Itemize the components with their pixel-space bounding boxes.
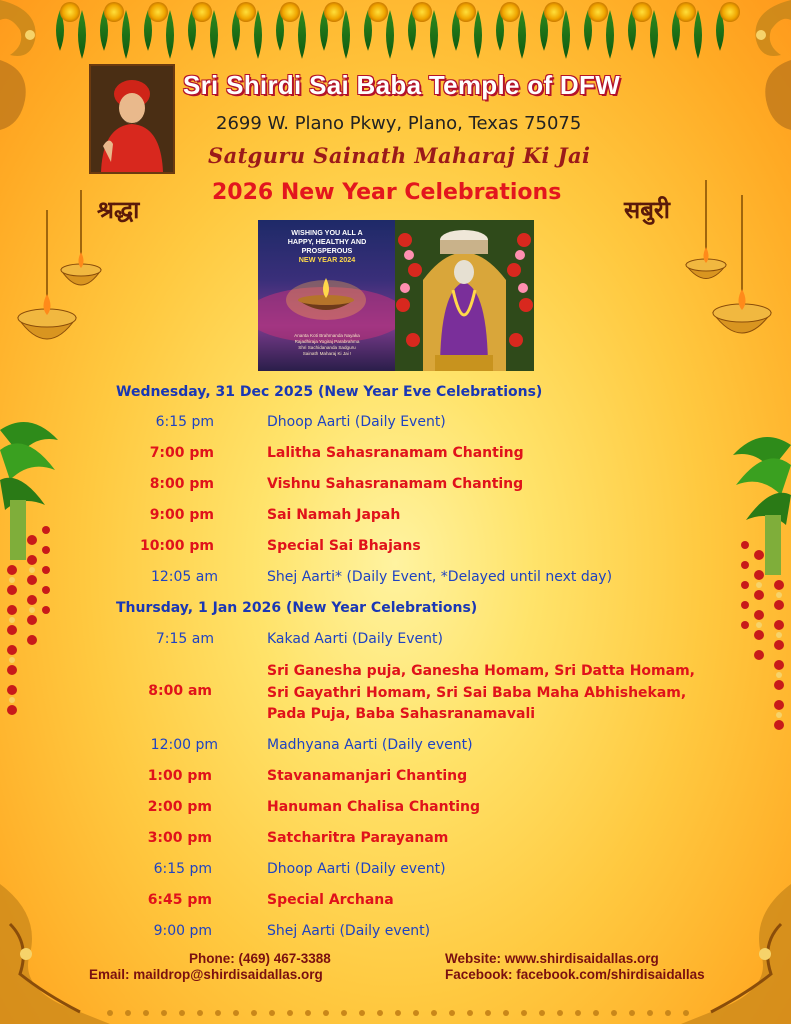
marigold-flower (192, 2, 212, 22)
event-title: 2026 New Year Celebrations (212, 180, 562, 205)
corner-ornament-top-right (721, 0, 791, 140)
border-dot (125, 1010, 131, 1016)
border-dot (107, 1010, 113, 1016)
border-dot (449, 1010, 455, 1016)
event-time: 8:00 am (148, 683, 212, 699)
greeting-text (264, 228, 390, 264)
flower-garland (0, 0, 791, 70)
marigold-flower (456, 2, 476, 22)
border-dot (143, 1010, 149, 1016)
mango-leaf (694, 10, 702, 59)
event-name: Sai Namah Japah (267, 507, 401, 523)
event-time: 1:00 pm (147, 768, 212, 784)
event-time: 2:00 pm (147, 799, 212, 815)
event-name: Dhoop Aarti (Daily Event) (267, 414, 446, 430)
subtext-line: Rajadhiraja Yogiraj Parabrahma (294, 339, 360, 344)
border-dot (521, 1010, 527, 1016)
border-dot (359, 1010, 365, 1016)
border-dot (575, 1010, 581, 1016)
border-dot (593, 1010, 599, 1016)
subtext-line: Ananta Koti Brahmanda Nayaka (294, 333, 360, 338)
day-heading-thursday: Thursday, 1 Jan 2026 (New Year Celebrations) (116, 600, 478, 616)
event-name-line2: Sri Gayathri Homam, Sri Sai Baba Maha Abhishekam, (267, 685, 687, 701)
event-time: 8:00 pm (149, 476, 214, 492)
border-dot (557, 1010, 563, 1016)
decorative-bottom-border (0, 985, 791, 1024)
border-dot (251, 1010, 257, 1016)
border-dot (539, 1010, 545, 1016)
marigold-flower (324, 2, 344, 22)
marigold-flower (500, 2, 520, 22)
day-heading-wednesday: Wednesday, 31 Dec 2025 (New Year Eve Celebrations) (116, 384, 543, 400)
mango-leaf (650, 10, 658, 59)
event-name: Shej Aarti* (Daily Event, *Delayed until next day) (267, 569, 613, 585)
hanging-lamp-left-large (15, 210, 79, 360)
border-dot (197, 1010, 203, 1016)
marigold-flower (676, 2, 696, 22)
mango-leaf (298, 10, 306, 59)
sai-baba-idol-image (395, 220, 534, 371)
mango-leaf (166, 10, 174, 59)
event-time: 7:15 am (155, 631, 214, 647)
border-dot (161, 1010, 167, 1016)
subtext-line: Sainath Maharaj Ki Jai ! (302, 351, 352, 356)
hanging-lamp-right-large (710, 195, 774, 353)
temple-address: 2699 W. Plano Pkwy, Plano, Texas 75075 (216, 113, 582, 134)
event-time: 3:00 pm (147, 830, 212, 846)
border-dot (341, 1010, 347, 1016)
border-dot (647, 1010, 653, 1016)
border-dot (233, 1010, 239, 1016)
event-name: Vishnu Sahasranamam Chanting (267, 476, 524, 492)
event-time: 9:00 pm (153, 923, 212, 939)
phone-contact: Phone: (469) 467-3388 (189, 951, 331, 966)
marigold-flower (104, 2, 124, 22)
event-time: 7:00 pm (149, 445, 214, 461)
border-dot (377, 1010, 383, 1016)
greeting-line: HAPPY, HEALTHY AND (287, 237, 367, 246)
event-time: 12:05 am (150, 569, 218, 585)
border-dot (485, 1010, 491, 1016)
marigold-flower (368, 2, 388, 22)
border-dot (629, 1010, 635, 1016)
event-name: Dhoop Aarti (Daily event) (267, 861, 446, 877)
mango-leaf (210, 10, 218, 59)
mango-leaf (342, 10, 350, 59)
event-time: 9:00 pm (149, 507, 214, 523)
event-time: 10:00 pm (139, 538, 214, 554)
greeting-subtext (264, 333, 390, 357)
marigold-flower (236, 2, 256, 22)
border-dot (431, 1010, 437, 1016)
border-dot (467, 1010, 473, 1016)
greeting-line: PROSPEROUS (301, 246, 353, 255)
website-link[interactable]: Website: www.shirdisaidallas.org (445, 951, 659, 966)
marigold-flower (148, 2, 168, 22)
border-dot (665, 1010, 671, 1016)
event-name: Satcharitra Parayanam (267, 830, 449, 846)
border-dot (611, 1010, 617, 1016)
new-year-greeting-image (258, 220, 395, 371)
banana-tree-left (0, 410, 60, 730)
event-time: 6:15 pm (153, 861, 212, 877)
event-name: Special Archana (267, 892, 394, 908)
email-contact[interactable]: Email: maildrop@shirdisaidallas.org (89, 967, 323, 982)
event-name: Stavanamanjari Chanting (267, 768, 468, 784)
event-time: 6:45 pm (147, 892, 212, 908)
mango-leaf (562, 10, 570, 59)
event-time: 6:15 pm (155, 414, 214, 430)
event-name: Special Sai Bhajans (267, 538, 421, 554)
marigold-flower (588, 2, 608, 22)
mango-leaf (386, 10, 394, 59)
event-name: Hanuman Chalisa Chanting (267, 799, 481, 815)
border-dot (413, 1010, 419, 1016)
border-dot (269, 1010, 275, 1016)
event-name: Lalitha Sahasranamam Chanting (267, 445, 524, 461)
slogan: Satguru Sainath Maharaj Ki Jai (208, 143, 591, 168)
banana-tree-right (731, 425, 791, 745)
marigold-flower (280, 2, 300, 22)
border-dot (395, 1010, 401, 1016)
mango-leaf (430, 10, 438, 59)
mango-leaf (122, 10, 130, 59)
event-name-line3: Pada Puja, Baba Sahasranamavali (267, 706, 536, 722)
border-dot (287, 1010, 293, 1016)
event-name: Kakad Aarti (Daily Event) (267, 631, 443, 647)
shraddha-word: श्रद्धा (97, 196, 140, 224)
event-time: 12:00 pm (150, 737, 218, 753)
border-dot (305, 1010, 311, 1016)
marigold-flower (544, 2, 564, 22)
mango-leaf (254, 10, 262, 59)
mango-leaf (78, 10, 86, 59)
sai-baba-portrait (89, 64, 175, 174)
border-dot (503, 1010, 509, 1016)
corner-ornament-top-left (0, 0, 70, 140)
mango-leaf (518, 10, 526, 59)
saburi-word: सबुरी (624, 196, 670, 224)
greeting-year: NEW YEAR 2024 (298, 255, 356, 264)
event-name-line1: Sri Ganesha puja, Ganesha Homam, Sri Datta Homam, (267, 663, 695, 679)
mango-leaf (474, 10, 482, 59)
border-dot (215, 1010, 221, 1016)
border-dot (323, 1010, 329, 1016)
border-dot (179, 1010, 185, 1016)
border-dot (683, 1010, 689, 1016)
marigold-flower (412, 2, 432, 22)
event-name: Madhyana Aarti (Daily event) (267, 737, 473, 753)
greeting-line: WISHING YOU ALL A (291, 228, 363, 237)
marigold-flower (632, 2, 652, 22)
mango-leaf (606, 10, 614, 59)
event-name: Shej Aarti (Daily event) (267, 923, 431, 939)
temple-name: Sri Shirdi Sai Baba Temple of DFW (183, 70, 621, 100)
facebook-link[interactable]: Facebook: facebook.com/shirdisaidallas (445, 967, 705, 982)
subtext-line: Shri Sachidananda Sadguru (298, 345, 356, 350)
